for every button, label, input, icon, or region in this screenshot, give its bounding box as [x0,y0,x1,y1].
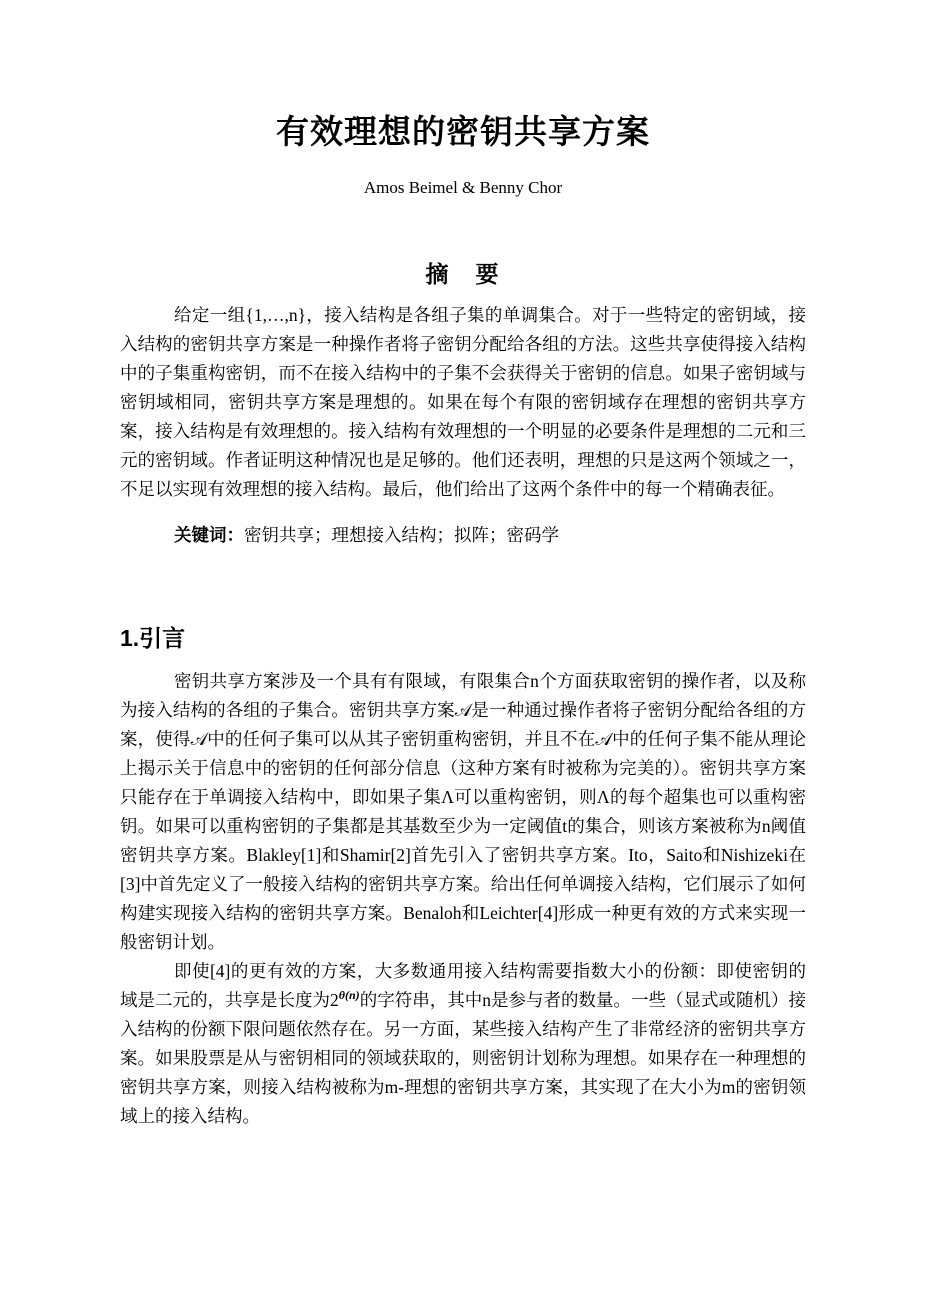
superscript-exponent: θ(n) [338,987,360,1002]
keywords-line [120,521,806,550]
section-1-heading: 1.引言 [120,624,186,651]
keywords-text: 密钥共享；理想接入结构；拟阵；密码学 [244,524,559,545]
abstract-heading: 摘 要 [425,260,501,287]
authors-line: Amos Beimel & Benny Chor [363,177,563,197]
section-1-paragraph-2 [120,957,806,1131]
document-title: 有效理想的密钥共享方案 [276,113,650,150]
paragraph-2-text-after-exponent: 的字符串，其中n是参与者的数量。一些（显式或随机）接入结构的份额下限问题依然存在。另一方面，某些接入结构产生了非常经济的密钥共享方案。如果股票是从与密钥相同的领域获取的，则密钥计划称为理想。如果存在一种理想的密钥共享方案，则接入结构被称为m-理想的密钥共享方案，其实现了在大小为m的密钥领域上的接入结构。 [120,989,806,1126]
abstract-paragraph: 给定一组{1,…,n}，接入结构是各组子集的单调集合。对于一些特定的密钥域，接入结构的密钥共享方案是一种操作者将子密钥分配给各组的方法。这些共享使得接入结构中的子集重构密钥，而不在接入结构中的子集不会获得关于密钥的信息。如果子密钥域与密钥域相同，密钥共享方案是理想的。如果在每个有限的密钥域存在理想的密钥共享方案，接入结构是有效理想的。接入结构有效理想的一个明显的必要条件是理想的二元和三元的密钥域。作者证明这种情况也是足够的。他们还表明，理想的只是这两个领域之一，不足以实现有效理想的接入结构。最后，他们给出了这两个条件中的每一个精确表征。 [120,304,806,499]
paragraph-2-text-before-exponent: 即使[4]的更有效的方案，大多数通用接入结构需要指数大小的份额：即使密钥的域是二元的，共享是长度为2 [120,960,806,1010]
keywords-label: 关键词： [174,524,244,545]
section-1-paragraph-1: 密钥共享方案涉及一个具有有限域，有限集合n个方面获取密钥的操作者，以及称为接入结构的各组的子集合。密钥共享方案𝒜是一种通过操作者将子密钥分配给各组的方案，使得𝒜中的任何子集可以从其子密钥重构密钥，并且不在𝒜中的任何子集不能从理论上揭示关于信息中的密钥的任何部分信息（这种方案有时被称为完美的）。密钥共享方案只能存在于单调接入结构中，即如果子集Λ可以重构密钥，则Λ的每个超集也可以重构密钥。如果可以重构密钥的子集都是其基数至少为一定阈值t的集合，则该方案被称为n阈值密钥共享方案。Blakley[1]和Shamir[2]首先引入了密钥共享方案。Ito，Saito和Nishizeki在[3]中首先定义了一般接入结构的密钥共享方案。给出任何单调接入结构，它们展示了如何构建实现接入结构的密钥共享方案。Benaloh和Leichter[4]形成一种更有效的方式来实现一般密钥计划。 [120,670,806,952]
